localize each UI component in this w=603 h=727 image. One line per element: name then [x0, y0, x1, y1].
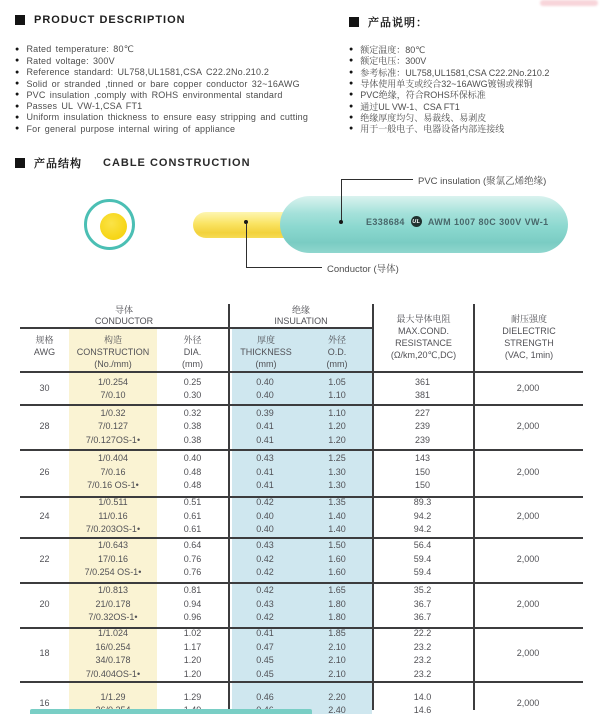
cell-value: 1.02 — [183, 628, 202, 638]
thickness-column-header — [230, 334, 302, 370]
black-square-bullet-icon — [15, 158, 25, 168]
list-item: 厚度 — [256, 335, 275, 345]
cell-value: 0.96 — [183, 612, 202, 623]
cell-value: 0.40 — [183, 453, 202, 464]
thickness-cell — [228, 449, 302, 496]
resistance-cell — [372, 627, 473, 681]
conductor-leader-line — [246, 267, 322, 268]
list-item: (No./mm) — [94, 359, 132, 369]
table-row-awg-16 — [20, 681, 583, 727]
table-row-awg-28 — [20, 405, 583, 449]
cell-value: 23.2 — [413, 655, 432, 665]
cable-construction-title — [15, 155, 251, 171]
awg-cell: 16 — [39, 698, 50, 709]
table-row-awg-22 — [20, 537, 583, 582]
dia-cell — [157, 373, 228, 405]
resistance-cell — [372, 373, 473, 405]
cell-value: 1/0.404 — [97, 453, 129, 464]
product-description-list — [15, 44, 347, 134]
cell-value: 1.50 — [328, 540, 346, 551]
insulation-group-header — [230, 305, 372, 327]
cell-value: 14.6 — [413, 705, 432, 715]
od-cell — [302, 582, 372, 627]
pvc-leader-line — [341, 179, 342, 222]
dielectric-cell: 2,000 — [516, 598, 540, 609]
section-title-text: PRODUCT DESCRIPTION — [34, 14, 186, 26]
cell-value: 0.42 — [256, 567, 274, 578]
cell-value: 0.41 — [256, 466, 274, 477]
cell-value: 239 — [414, 434, 431, 445]
cell-value: 0.38 — [183, 421, 202, 432]
cell-value: 1.30 — [328, 480, 346, 491]
cell-value: 0.41 — [256, 628, 274, 638]
cell-value: 0.30 — [183, 390, 202, 400]
list-item: ● 绝缘厚度均匀、易裁线、易剥皮 — [349, 112, 601, 123]
awg-cell: 22 — [39, 553, 50, 564]
cell-value: 0.76 — [183, 553, 202, 564]
dia-column-header — [157, 334, 228, 370]
cell-value: 94.2 — [413, 524, 432, 535]
cell-value: 7/0.254 OS-1• — [84, 567, 142, 578]
cell-value: 1.60 — [328, 567, 346, 578]
cell-value: 1.29 — [183, 691, 202, 702]
list-item: ● 用于一般电子、电器设备内部连接线 — [349, 123, 601, 134]
cell-value: 11/0.16 — [98, 510, 128, 521]
conductor-group-header — [20, 305, 228, 327]
cell-value: 34/0.178 — [95, 655, 131, 665]
cell-value: 0.76 — [183, 567, 202, 578]
cell-value: 0.81 — [183, 585, 202, 596]
list-item: 外径 — [183, 335, 202, 345]
thickness-cell — [228, 582, 302, 627]
cell-value: 23.2 — [413, 641, 432, 652]
cell-value: 1.85 — [328, 628, 346, 638]
cell-value: 0.51 — [183, 497, 202, 508]
cell-value: 7/0.404OS-1• — [85, 668, 141, 679]
cell-value: 59.4 — [413, 553, 432, 564]
cell-value: 1/0.643 — [97, 540, 129, 551]
cell-value: 1.05 — [328, 376, 346, 387]
cell-value: 1.10 — [328, 390, 346, 400]
construction-cell — [69, 627, 157, 681]
cell-value: 2.10 — [328, 641, 346, 652]
dielectric-cell: 2,000 — [516, 421, 540, 432]
dia-cell — [157, 681, 228, 727]
construction-cell — [69, 449, 157, 496]
cell-value: 0.42 — [256, 585, 274, 596]
list-item: (Ω/km,20℃,DC) — [390, 350, 457, 360]
construction-cell — [69, 496, 157, 537]
pvc-leader-dot — [339, 220, 343, 224]
resistance-cell — [372, 496, 473, 537]
construction-column-header — [69, 334, 157, 370]
list-item: ● 额定温度：80℃ — [349, 44, 601, 55]
cell-value: 1.10 — [328, 407, 346, 418]
cell-value: 0.40 — [256, 524, 274, 535]
resistance-cell — [372, 681, 473, 727]
conductor-label: Conductor (导体) — [327, 264, 399, 275]
cell-value: 0.94 — [183, 598, 202, 609]
list-item: ● Passes UL VW-1,CSA FT1 — [15, 100, 347, 111]
product-notes-title — [349, 14, 428, 30]
cell-value: 0.47 — [256, 641, 274, 652]
dia-cell — [157, 405, 228, 449]
cell-value: 150 — [414, 466, 431, 477]
cell-value: 2.20 — [328, 691, 346, 702]
cell-value: 150 — [414, 480, 431, 491]
ul-logo-icon: UL — [411, 216, 422, 227]
list-item: INSULATION — [274, 316, 328, 326]
cell-value: 227 — [414, 407, 431, 418]
od-column-header — [302, 334, 372, 370]
cable-print-text — [366, 216, 549, 227]
dia-cell — [157, 537, 228, 582]
thickness-cell — [228, 373, 302, 405]
cell-value: 1.17 — [183, 641, 202, 652]
list-item: ● For general purpose internal wiring of appliance — [15, 123, 347, 134]
cropped-logo-fragment — [540, 0, 598, 6]
cell-value: 1/0.511 — [98, 497, 128, 508]
cell-value: 0.64 — [183, 540, 202, 551]
list-item: ● PVC绝缘，符合ROHS环保标准 — [349, 89, 601, 100]
list-item: 最大导体电阻 — [396, 314, 451, 324]
list-item: ● Reference standard: UL758,UL1581,CSA C22.2No.210.2 — [15, 67, 347, 78]
cell-value: 22.2 — [413, 628, 432, 638]
cell-value: 0.38 — [183, 434, 202, 445]
cell-value: 36.7 — [413, 612, 432, 623]
list-item: (VAC, 1min) — [504, 350, 554, 360]
construction-cell — [69, 405, 157, 449]
list-item: 绝缘 — [291, 305, 310, 315]
cell-value: 239 — [414, 421, 431, 432]
section-title-en: CABLE CONSTRUCTION — [103, 157, 251, 169]
resistance-cell — [372, 449, 473, 496]
cell-value: 2.40 — [328, 705, 346, 715]
black-square-bullet-icon — [349, 17, 359, 27]
cell-value: 381 — [414, 390, 431, 400]
list-item: MAX.COND. — [397, 326, 449, 336]
cell-value: 0.43 — [256, 453, 274, 464]
cell-value: 1.20 — [183, 668, 202, 679]
list-item: ● Solid or stranded ,tinned or bare copper conductor 32~16AWG — [15, 78, 347, 89]
list-item: CONSTRUCTION — [76, 347, 150, 357]
cell-value: 2.10 — [328, 655, 346, 665]
dia-cell — [157, 496, 228, 537]
cell-value: 1.65 — [328, 585, 346, 596]
cable-spec-text: AWM 1007 80C 300V VW-1 — [427, 216, 549, 227]
list-item: ● 导体使用单支或绞合32~16AWG镀锡或裸铜 — [349, 78, 601, 89]
cell-value: 0.48 — [183, 466, 202, 477]
cell-value: 7/0.16 OS-1• — [87, 480, 139, 491]
cell-value: 1/0.813 — [97, 585, 129, 596]
thickness-cell — [228, 537, 302, 582]
list-item: AWG — [33, 347, 56, 357]
cell-value: 1/0.32 — [100, 407, 126, 418]
cell-value: 1/1.29 — [100, 691, 126, 702]
cell-value: 1.80 — [328, 598, 346, 609]
cell-value: 0.41 — [256, 434, 274, 445]
black-square-bullet-icon — [15, 15, 25, 25]
cell-value: 0.61 — [183, 524, 202, 535]
section-title-text: 产品说明： — [368, 17, 428, 29]
conductor-leader-line — [246, 224, 247, 268]
cell-value: 21/0.178 — [95, 598, 131, 609]
cell-value: 1.20 — [328, 434, 346, 445]
table-row-awg-20 — [20, 582, 583, 627]
od-cell — [302, 405, 372, 449]
list-item: DIELECTRIC — [502, 326, 556, 336]
cell-value: 1.60 — [328, 553, 346, 564]
awg-cell: 26 — [39, 466, 50, 477]
list-item: 构造 — [103, 335, 122, 345]
cell-value: 59.4 — [413, 567, 432, 578]
list-item: (mm) — [182, 359, 203, 369]
cell-value: 7/0.16 — [100, 466, 126, 477]
construction-cell — [69, 373, 157, 405]
cell-value: 14.0 — [413, 691, 432, 702]
product-description-title — [15, 14, 186, 26]
cell-value: 1/1.024 — [97, 628, 129, 638]
list-item: O.D. — [327, 347, 347, 357]
thickness-cell — [228, 405, 302, 449]
pvc-leader-line — [341, 179, 413, 180]
resistance-cell — [372, 582, 473, 627]
awg-column-header — [20, 334, 69, 358]
cell-value: 0.46 — [256, 691, 274, 702]
dielectric-cell: 2,000 — [516, 553, 540, 564]
cell-value: 0.39 — [256, 407, 274, 418]
list-item: ● Rated temperature: 80℃ — [15, 44, 347, 55]
awg-cell: 28 — [39, 421, 50, 432]
dielectric-cell: 2,000 — [516, 466, 540, 477]
cell-value: 1.40 — [328, 510, 346, 521]
cell-value: 0.43 — [256, 540, 274, 551]
product-notes-list — [349, 44, 601, 134]
cropped-footer-bar — [30, 709, 312, 714]
table-row-awg-18 — [20, 627, 583, 681]
list-item: ● 参考标准：UL758,UL1581,CSA C22.2No.210.2 — [349, 67, 601, 78]
od-cell — [302, 627, 372, 681]
cell-value: 0.42 — [256, 497, 274, 508]
resistance-cell — [372, 537, 473, 582]
cell-value: 0.41 — [256, 421, 274, 432]
list-item: 耐压强度 — [510, 314, 547, 324]
list-item: THICKNESS — [240, 347, 292, 357]
cell-value: 0.61 — [183, 510, 202, 521]
cell-value: 7/0.203OS-1• — [85, 524, 141, 535]
list-item: (mm) — [326, 359, 348, 369]
dia-cell — [157, 627, 228, 681]
cell-value: 7/0.127 — [97, 421, 129, 432]
cell-value: 94.2 — [413, 510, 432, 521]
od-cell — [302, 449, 372, 496]
cell-value: 1/0.254 — [97, 376, 129, 387]
cell-value: 7/0.32OS-1• — [88, 612, 138, 623]
cell-value: 1.30 — [328, 466, 346, 477]
resistance-column-header — [374, 313, 473, 361]
resistance-cell — [372, 405, 473, 449]
dia-cell — [157, 449, 228, 496]
od-cell — [302, 496, 372, 537]
cross-section-conductor — [100, 213, 127, 240]
cell-value: 23.2 — [413, 668, 432, 679]
list-item: ● PVC insulation ,comply with ROHS environmental standard — [15, 89, 347, 100]
cell-value: 1.40 — [328, 524, 346, 535]
ul-file-number: E338684 — [366, 216, 405, 227]
od-cell — [302, 537, 372, 582]
thickness-cell — [228, 627, 302, 681]
cell-value: 0.43 — [256, 598, 274, 609]
cell-value: 0.41 — [256, 480, 274, 491]
cell-value: 0.40 — [256, 376, 274, 387]
list-item: (mm) — [255, 359, 277, 369]
cell-value: 0.25 — [183, 376, 202, 387]
cell-value: 7/0.10 — [100, 390, 126, 400]
cell-value: 0.48 — [183, 480, 202, 491]
cell-value: 0.40 — [256, 510, 274, 521]
cell-value: 36.7 — [413, 598, 432, 609]
table-row-awg-30 — [20, 373, 583, 405]
dielectric-cell: 2,000 — [516, 698, 540, 709]
list-item: ● Uniform insulation thickness to ensure easy stripping and cutting — [15, 112, 347, 123]
cell-value: 0.40 — [256, 390, 274, 400]
cell-value: 0.45 — [256, 668, 274, 679]
cell-value: 0.45 — [256, 655, 274, 665]
cell-value: 56.4 — [413, 540, 432, 551]
dia-cell — [157, 582, 228, 627]
cell-value: 1.80 — [328, 612, 346, 623]
pvc-insulation-label: PVC insulation (聚氯乙烯绝缘) — [418, 176, 547, 187]
dielectric-column-header — [475, 313, 583, 361]
cell-value: 35.2 — [413, 585, 432, 596]
list-item: 规格 — [35, 335, 54, 345]
construction-cell — [69, 582, 157, 627]
cell-value: 1.35 — [328, 497, 346, 508]
cell-value: 0.32 — [183, 407, 202, 418]
list-item: STRENGTH — [504, 338, 554, 348]
cell-value: 361 — [414, 376, 431, 387]
cell-value: 89.3 — [413, 497, 432, 508]
od-cell — [302, 681, 372, 727]
thickness-cell — [228, 496, 302, 537]
list-item: 外径 — [327, 335, 346, 345]
awg-cell: 20 — [39, 598, 50, 609]
awg-cell: 18 — [39, 648, 50, 659]
dielectric-cell: 2,000 — [516, 510, 540, 521]
dielectric-cell: 2,000 — [516, 648, 540, 659]
table-row-awg-24 — [20, 496, 583, 537]
awg-cell: 24 — [39, 510, 50, 521]
list-item: DIA. — [183, 347, 202, 357]
cell-value: 17/0.16 — [97, 553, 129, 564]
list-item: ● Rated voltage: 300V — [15, 55, 347, 66]
awg-cell: 30 — [39, 383, 50, 394]
cell-value: 1.20 — [328, 421, 346, 432]
table-row-awg-26 — [20, 449, 583, 496]
cell-value: 0.42 — [256, 553, 274, 564]
group-header-underline — [20, 327, 374, 329]
construction-cell — [69, 537, 157, 582]
list-item: ● 通过UL VW-1、CSA FT1 — [349, 100, 601, 111]
list-item: RESISTANCE — [395, 338, 452, 348]
cell-value: 7/0.127OS-1• — [85, 434, 141, 445]
od-cell — [302, 373, 372, 405]
dielectric-cell: 2,000 — [516, 383, 540, 394]
section-title-zh: 产品结构 — [34, 158, 82, 170]
cell-value: 2.10 — [328, 668, 346, 679]
cell-value: 1.25 — [328, 453, 346, 464]
cell-value: 16/0.254 — [95, 641, 131, 652]
construction-cell — [69, 681, 157, 727]
cell-value: 0.42 — [256, 612, 274, 623]
cell-value: 1.20 — [183, 655, 202, 665]
conductor-leader-dot — [244, 220, 248, 224]
list-item: ● 额定电压：300V — [349, 55, 601, 66]
thickness-cell — [228, 681, 302, 727]
list-item: CONDUCTOR — [94, 316, 154, 326]
list-item: 导体 — [114, 305, 133, 315]
cell-value: 143 — [414, 453, 431, 464]
